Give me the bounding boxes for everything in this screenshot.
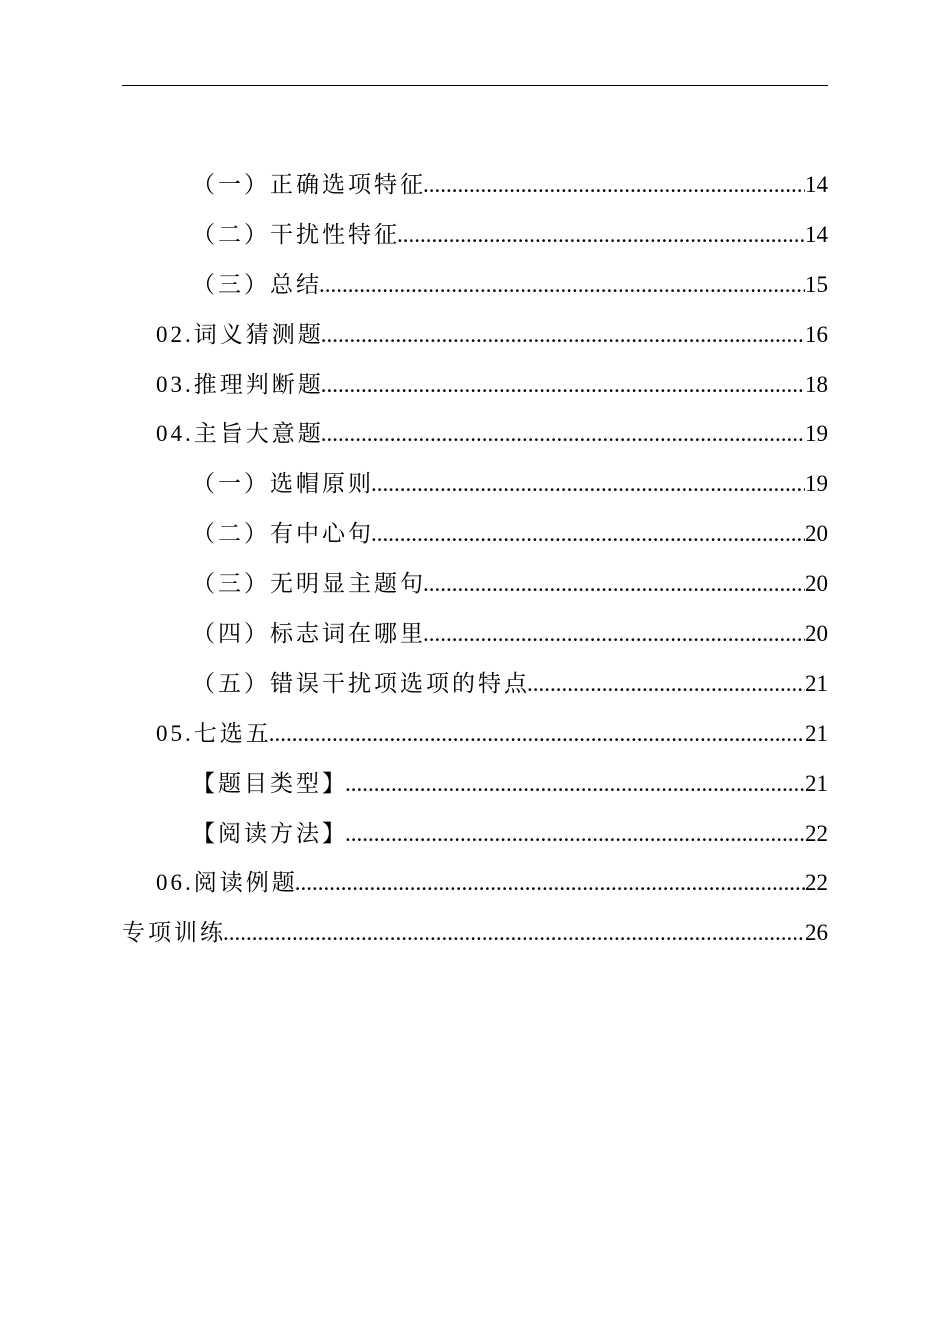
toc-entry[interactable] <box>122 360 828 410</box>
toc-entry-title: （二）干扰性特征 <box>192 221 400 247</box>
toc-page-number: 18 <box>805 371 828 397</box>
header-rule <box>122 85 828 86</box>
toc-dot-leader <box>295 858 805 908</box>
toc-dot-leader <box>371 509 805 559</box>
toc-entry[interactable] <box>122 459 828 509</box>
toc-dot-leader <box>345 759 805 809</box>
toc-entry-title: 05.七选五 <box>156 720 272 746</box>
toc-page-number: 21 <box>805 720 828 746</box>
toc-entry-title: 04.主旨大意题 <box>156 421 324 447</box>
toc-entry[interactable] <box>122 858 828 908</box>
toc-dot-leader <box>371 459 805 509</box>
toc-dot-leader <box>223 908 805 958</box>
toc-entry[interactable] <box>122 160 828 210</box>
toc-dot-leader <box>423 559 805 609</box>
toc-dot-leader <box>321 409 805 459</box>
toc-page-number: 16 <box>805 321 828 347</box>
toc-entry[interactable] <box>122 559 828 609</box>
toc-entry-title: （五）错误干扰项选项的特点 <box>192 670 530 696</box>
toc-page-number: 22 <box>805 870 828 896</box>
toc-page-number: 21 <box>805 670 828 696</box>
toc-dot-leader <box>423 609 805 659</box>
toc-entry-title: 06.阅读例题 <box>156 870 298 896</box>
toc-entry[interactable] <box>122 210 828 260</box>
toc-page-number: 20 <box>805 621 828 647</box>
toc-entry[interactable] <box>122 759 828 809</box>
toc-page-number: 15 <box>805 271 828 297</box>
toc-dot-leader <box>321 360 805 410</box>
toc-entry-title: 03.推理判断题 <box>156 371 324 397</box>
toc-page-number: 14 <box>805 221 828 247</box>
toc-page-number: 19 <box>805 421 828 447</box>
toc-entry[interactable] <box>122 809 828 859</box>
toc-entry[interactable] <box>122 409 828 459</box>
toc-entry-title: 02.词义猜测题 <box>156 321 324 347</box>
toc-page-number: 22 <box>805 820 828 846</box>
toc-page-number: 19 <box>805 471 828 497</box>
toc-entry-title: （一）选帽原则 <box>192 471 374 497</box>
toc-entry[interactable] <box>122 908 828 958</box>
toc-entry-title: （三）无明显主题句 <box>192 571 426 597</box>
toc-page-number: 20 <box>805 521 828 547</box>
toc-entry[interactable] <box>122 310 828 360</box>
toc-entry-title: （一）正确选项特征 <box>192 172 426 197</box>
toc-dot-leader <box>423 160 805 210</box>
toc-entry-title: 【题目类型】 <box>192 770 348 796</box>
toc-entry[interactable] <box>122 609 828 659</box>
toc-dot-leader <box>269 709 805 759</box>
toc-entry[interactable] <box>122 509 828 559</box>
toc-dot-leader <box>319 260 805 310</box>
toc-entry-title: （四）标志词在哪里 <box>192 621 426 647</box>
toc-page-number: 21 <box>805 770 828 796</box>
toc-dot-leader <box>321 310 805 360</box>
toc-page-number: 14 <box>805 172 828 197</box>
toc-dot-leader <box>397 210 805 260</box>
toc-entry-title: 【阅读方法】 <box>192 820 348 846</box>
toc-entry[interactable] <box>122 659 828 709</box>
toc-entry-title: （二）有中心句 <box>192 521 374 547</box>
toc-page-number: 26 <box>805 920 828 946</box>
toc-dot-leader <box>345 809 805 859</box>
toc-entry-title: 专项训练 <box>122 920 226 946</box>
toc-entry[interactable] <box>122 260 828 310</box>
toc-dot-leader <box>527 659 805 709</box>
toc-page-number: 20 <box>805 571 828 597</box>
toc-entry[interactable] <box>122 709 828 759</box>
toc-entry-title: （三）总结 <box>192 271 322 297</box>
table-of-contents <box>122 160 828 958</box>
